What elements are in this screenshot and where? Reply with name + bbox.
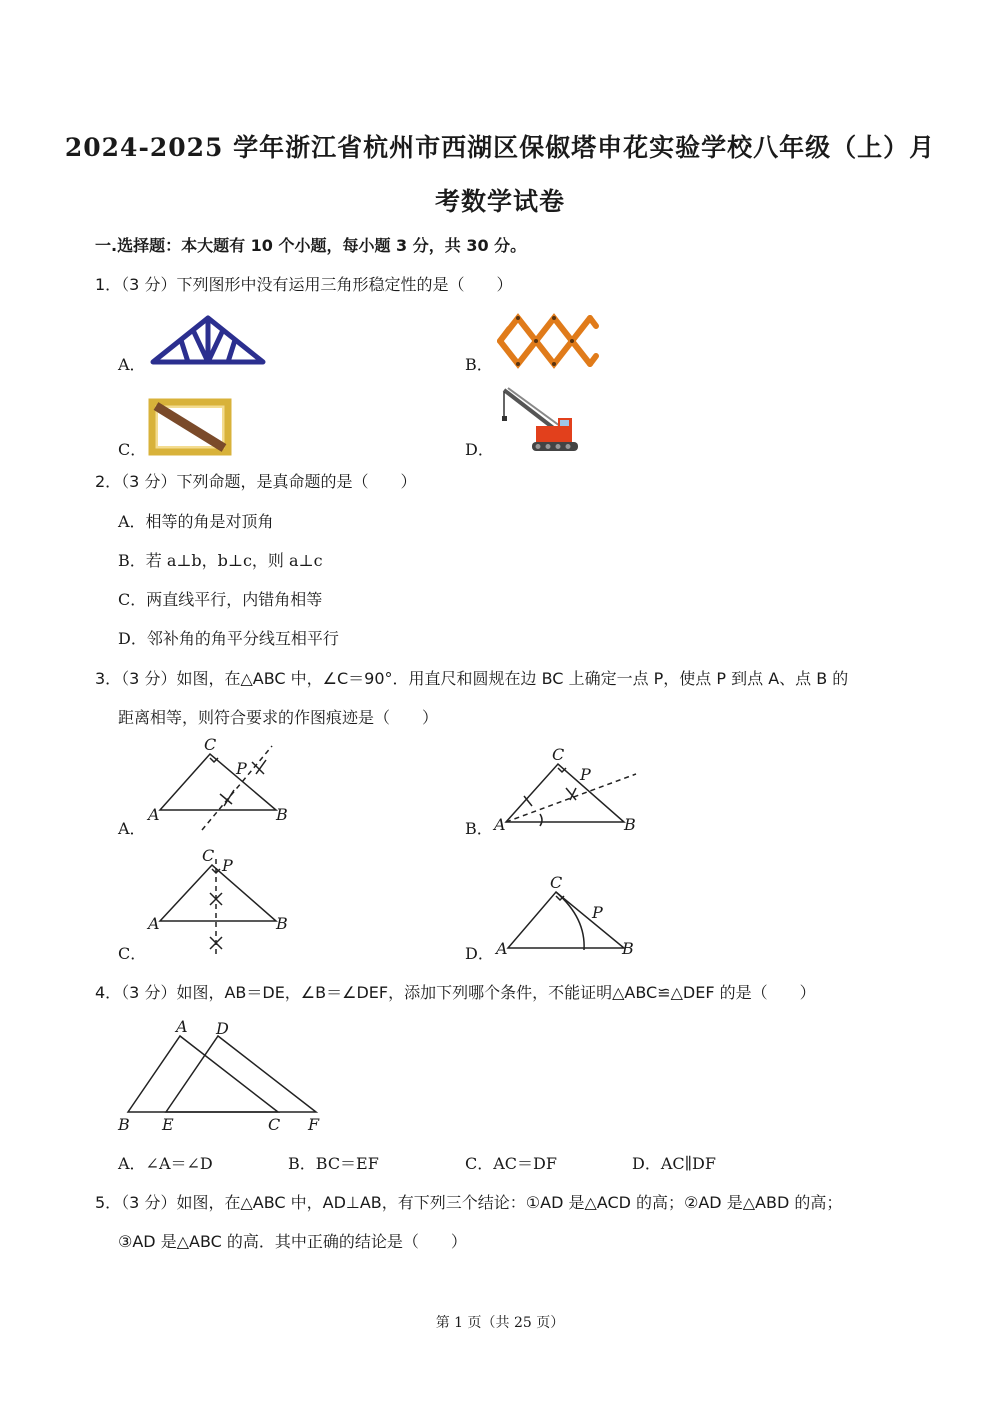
q3-figure-b [490, 744, 646, 836]
q3-option-a-label: A． [118, 819, 146, 838]
q4-option-c: C．AC＝DF [465, 1154, 557, 1173]
q3-figure-a [140, 732, 300, 834]
q3c-label-b: B [276, 914, 288, 933]
q3c-label-p: P [222, 856, 233, 875]
q4-label-a: A [176, 1017, 188, 1036]
q3c-label-c: C [202, 846, 215, 865]
q3a-label-a: A [148, 805, 160, 824]
q1-option-b-label: B． [465, 355, 493, 374]
q3-option-c-label: C． [118, 944, 147, 963]
q4-option-d: D．AC∥DF [632, 1154, 716, 1173]
q1-option-a-label: A． [118, 355, 146, 374]
section-heading: 一.选择题：本大题有 10 个小题，每小题 3 分，共 30 分。 [95, 236, 527, 255]
exam-title-line1: 2024-2025 学年浙江省杭州市西湖区保俶塔申花实验学校八年级（上）月 [64, 133, 936, 162]
q4-label-e: E [162, 1115, 174, 1134]
q4-label-d: D [216, 1019, 229, 1038]
q4-label-f: F [308, 1115, 320, 1134]
braced-frame-image [148, 398, 232, 456]
q3-option-d-label: D． [465, 944, 494, 963]
q3d-label-p: P [592, 903, 603, 922]
q3-figure-c [140, 845, 300, 957]
crane-image [496, 384, 584, 456]
q4-stem: 4．（3 分）如图，AB＝DE，∠B＝∠DEF，添加下列哪个条件，不能证明△ABC≌△DEF 的是（ ） [95, 983, 816, 1002]
q2-option-a: A．相等的角是对顶角 [118, 512, 274, 531]
q1-option-d-label: D． [465, 440, 494, 459]
q2-stem: 2．（3 分）下列命题，是真命题的是（ ） [95, 472, 417, 491]
q3-stem-line1: 3．（3 分）如图，在△ABC 中，∠C＝90°．用直尺和圆规在边 BC 上确定一点 P，使点 P 到点 A、点 B 的 [95, 669, 849, 688]
q3a-label-p: P [236, 759, 247, 778]
q3b-label-a: A [494, 815, 506, 834]
q3a-label-b: B [276, 805, 288, 824]
q4-option-b: B．BC＝EF [288, 1154, 379, 1173]
q3b-label-p: P [580, 765, 591, 784]
roof-truss-image [148, 312, 268, 370]
q2-option-b: B．若 a⊥b，b⊥c，则 a⊥c [118, 551, 323, 570]
q3d-label-c: C [550, 873, 563, 892]
q4-figure [110, 1014, 340, 1138]
q2-option-d: D．邻补角的角平分线互相平行 [118, 629, 339, 648]
q4-label-b: B [118, 1115, 130, 1134]
q3a-label-c: C [204, 735, 217, 754]
page-footer: 第 1 页（共 25 页） [435, 1315, 565, 1331]
q4-option-a: A．∠A＝∠D [118, 1154, 213, 1173]
q3c-label-a: A [148, 914, 160, 933]
q3b-label-b: B [624, 815, 636, 834]
expandable-gate-image [496, 312, 600, 370]
q4-label-c: C [268, 1115, 281, 1134]
q3-figure-d [490, 870, 646, 960]
q3-stem-line2: 距离相等，则符合要求的作图痕迹是（ ） [118, 708, 439, 727]
exam-title-line2: 考数学试卷 [434, 187, 565, 216]
q1-stem: 1．（3 分）下列图形中没有运用三角形稳定性的是（ ） [95, 275, 513, 294]
q5-stem-line2: ③AD 是△ABC 的高．其中正确的结论是（ ） [118, 1232, 467, 1251]
q3d-label-b: B [622, 939, 634, 958]
q5-stem-line1: 5．（3 分）如图，在△ABC 中，AD⊥AB，有下列三个结论：①AD 是△ACD 的高；②AD 是△ABD 的高； [95, 1193, 843, 1212]
q1-option-c-label: C． [118, 440, 147, 459]
q3b-label-c: C [552, 745, 565, 764]
q2-option-c: C．两直线平行，内错角相等 [118, 590, 323, 609]
q3-option-b-label: B． [465, 819, 493, 838]
q3d-label-a: A [496, 939, 508, 958]
